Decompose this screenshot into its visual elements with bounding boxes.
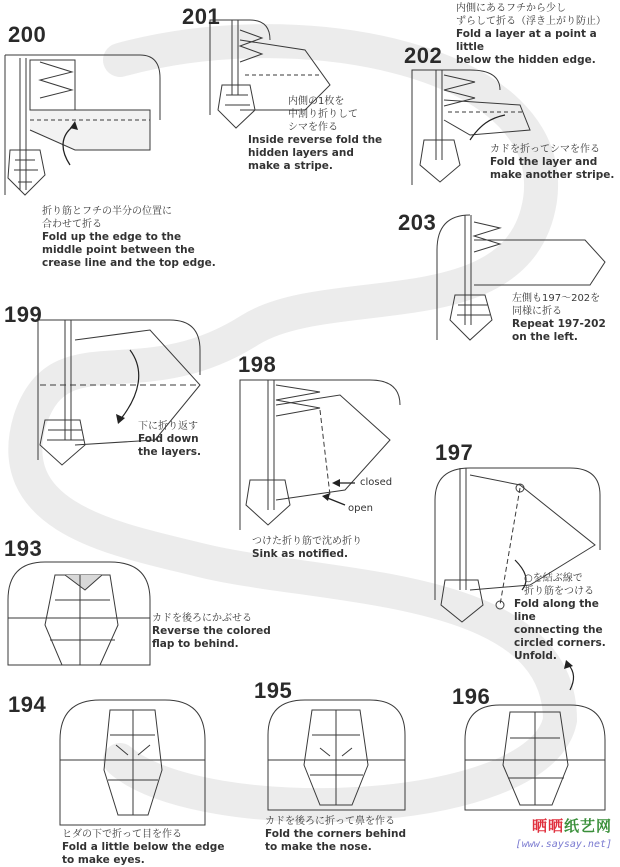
step-number-193: 193 [4, 536, 43, 561]
caption-194-en: Fold a little below the edge to make eyes. [62, 841, 225, 866]
caption-202b-jp: カドを折ってシマを作る [490, 144, 600, 155]
caption-195-jp: カドを後ろに折って鼻を作る [265, 816, 395, 827]
watermark-part2: 纸艺网 [563, 817, 612, 835]
step-200-drawing [5, 55, 160, 195]
caption-200-en: Fold up the edge to the middle point between the crease line and the top edge. [42, 231, 216, 269]
watermark-logo [532, 815, 612, 836]
caption-199-jp: 下に折り返す [138, 421, 198, 432]
caption-201-en: Inside reverse fold the hidden layers and make a stripe. [248, 134, 383, 172]
caption-197 [514, 572, 620, 663]
step-198-drawing [240, 380, 400, 530]
caption-203 [512, 292, 620, 344]
caption-198 [252, 535, 422, 561]
caption-201 [248, 95, 388, 173]
caption-200-jp: 折り筋とフチの半分の位置に 合わせて折る [42, 206, 172, 230]
step-number-203: 203 [398, 210, 437, 235]
caption-202b-en: Fold the layer and make another stripe. [490, 156, 615, 181]
watermark-site: [www.saysay.net] [515, 839, 612, 850]
caption-194 [62, 828, 262, 867]
step-number-201: 201 [182, 4, 221, 29]
caption-194-jp: ヒダの下で折って目を作る [62, 829, 182, 840]
caption-197-jp: ○を結ぶ線で 折り筋をつける [524, 573, 594, 597]
caption-202-en: Fold a layer at a point a little below the hidden edge. [456, 28, 597, 66]
caption-193-en: Reverse the colored flap to behind. [152, 625, 271, 650]
caption-202 [456, 2, 620, 67]
step-number-199: 199 [4, 302, 43, 327]
caption-201-jp: 内側の1枚を 中割り折りして シマを作る [288, 96, 358, 133]
step-number-198: 198 [238, 352, 277, 377]
caption-199 [138, 420, 238, 459]
watermark-part1: 晒晒 [531, 817, 564, 835]
step-number-195: 195 [254, 678, 293, 703]
caption-198-en: Sink as notified. [252, 548, 348, 560]
caption-193-jp: カドを後ろにかぶせる [152, 613, 252, 624]
label-open: open [348, 503, 373, 514]
caption-195 [265, 815, 455, 854]
step-number-200: 200 [8, 22, 47, 47]
step-number-197: 197 [435, 440, 474, 465]
caption-193 [152, 612, 312, 651]
caption-203-en: Repeat 197-202 on the left. [512, 318, 606, 343]
caption-195-en: Fold the corners behind to make the nose. [265, 828, 407, 853]
step-number-194: 194 [8, 692, 47, 717]
caption-203-jp: 左側も197〜202を 同様に折る [512, 293, 601, 317]
caption-199-en: Fold down the layers. [138, 433, 202, 458]
step-number-196: 196 [452, 684, 491, 709]
caption-197-en: Fold along the line connecting the circled corners. Unfold. [514, 598, 606, 662]
caption-200 [42, 205, 252, 270]
caption-198-jp: つけた折り筋で沈め折り [252, 536, 362, 547]
step-193-drawing [8, 562, 150, 665]
caption-202-jp: 内側にあるフチから少し ずらして折る（浮き上がり防止） [456, 3, 606, 27]
step-number-202: 202 [404, 43, 443, 68]
label-closed: closed [360, 477, 393, 488]
caption-202b [490, 143, 620, 182]
